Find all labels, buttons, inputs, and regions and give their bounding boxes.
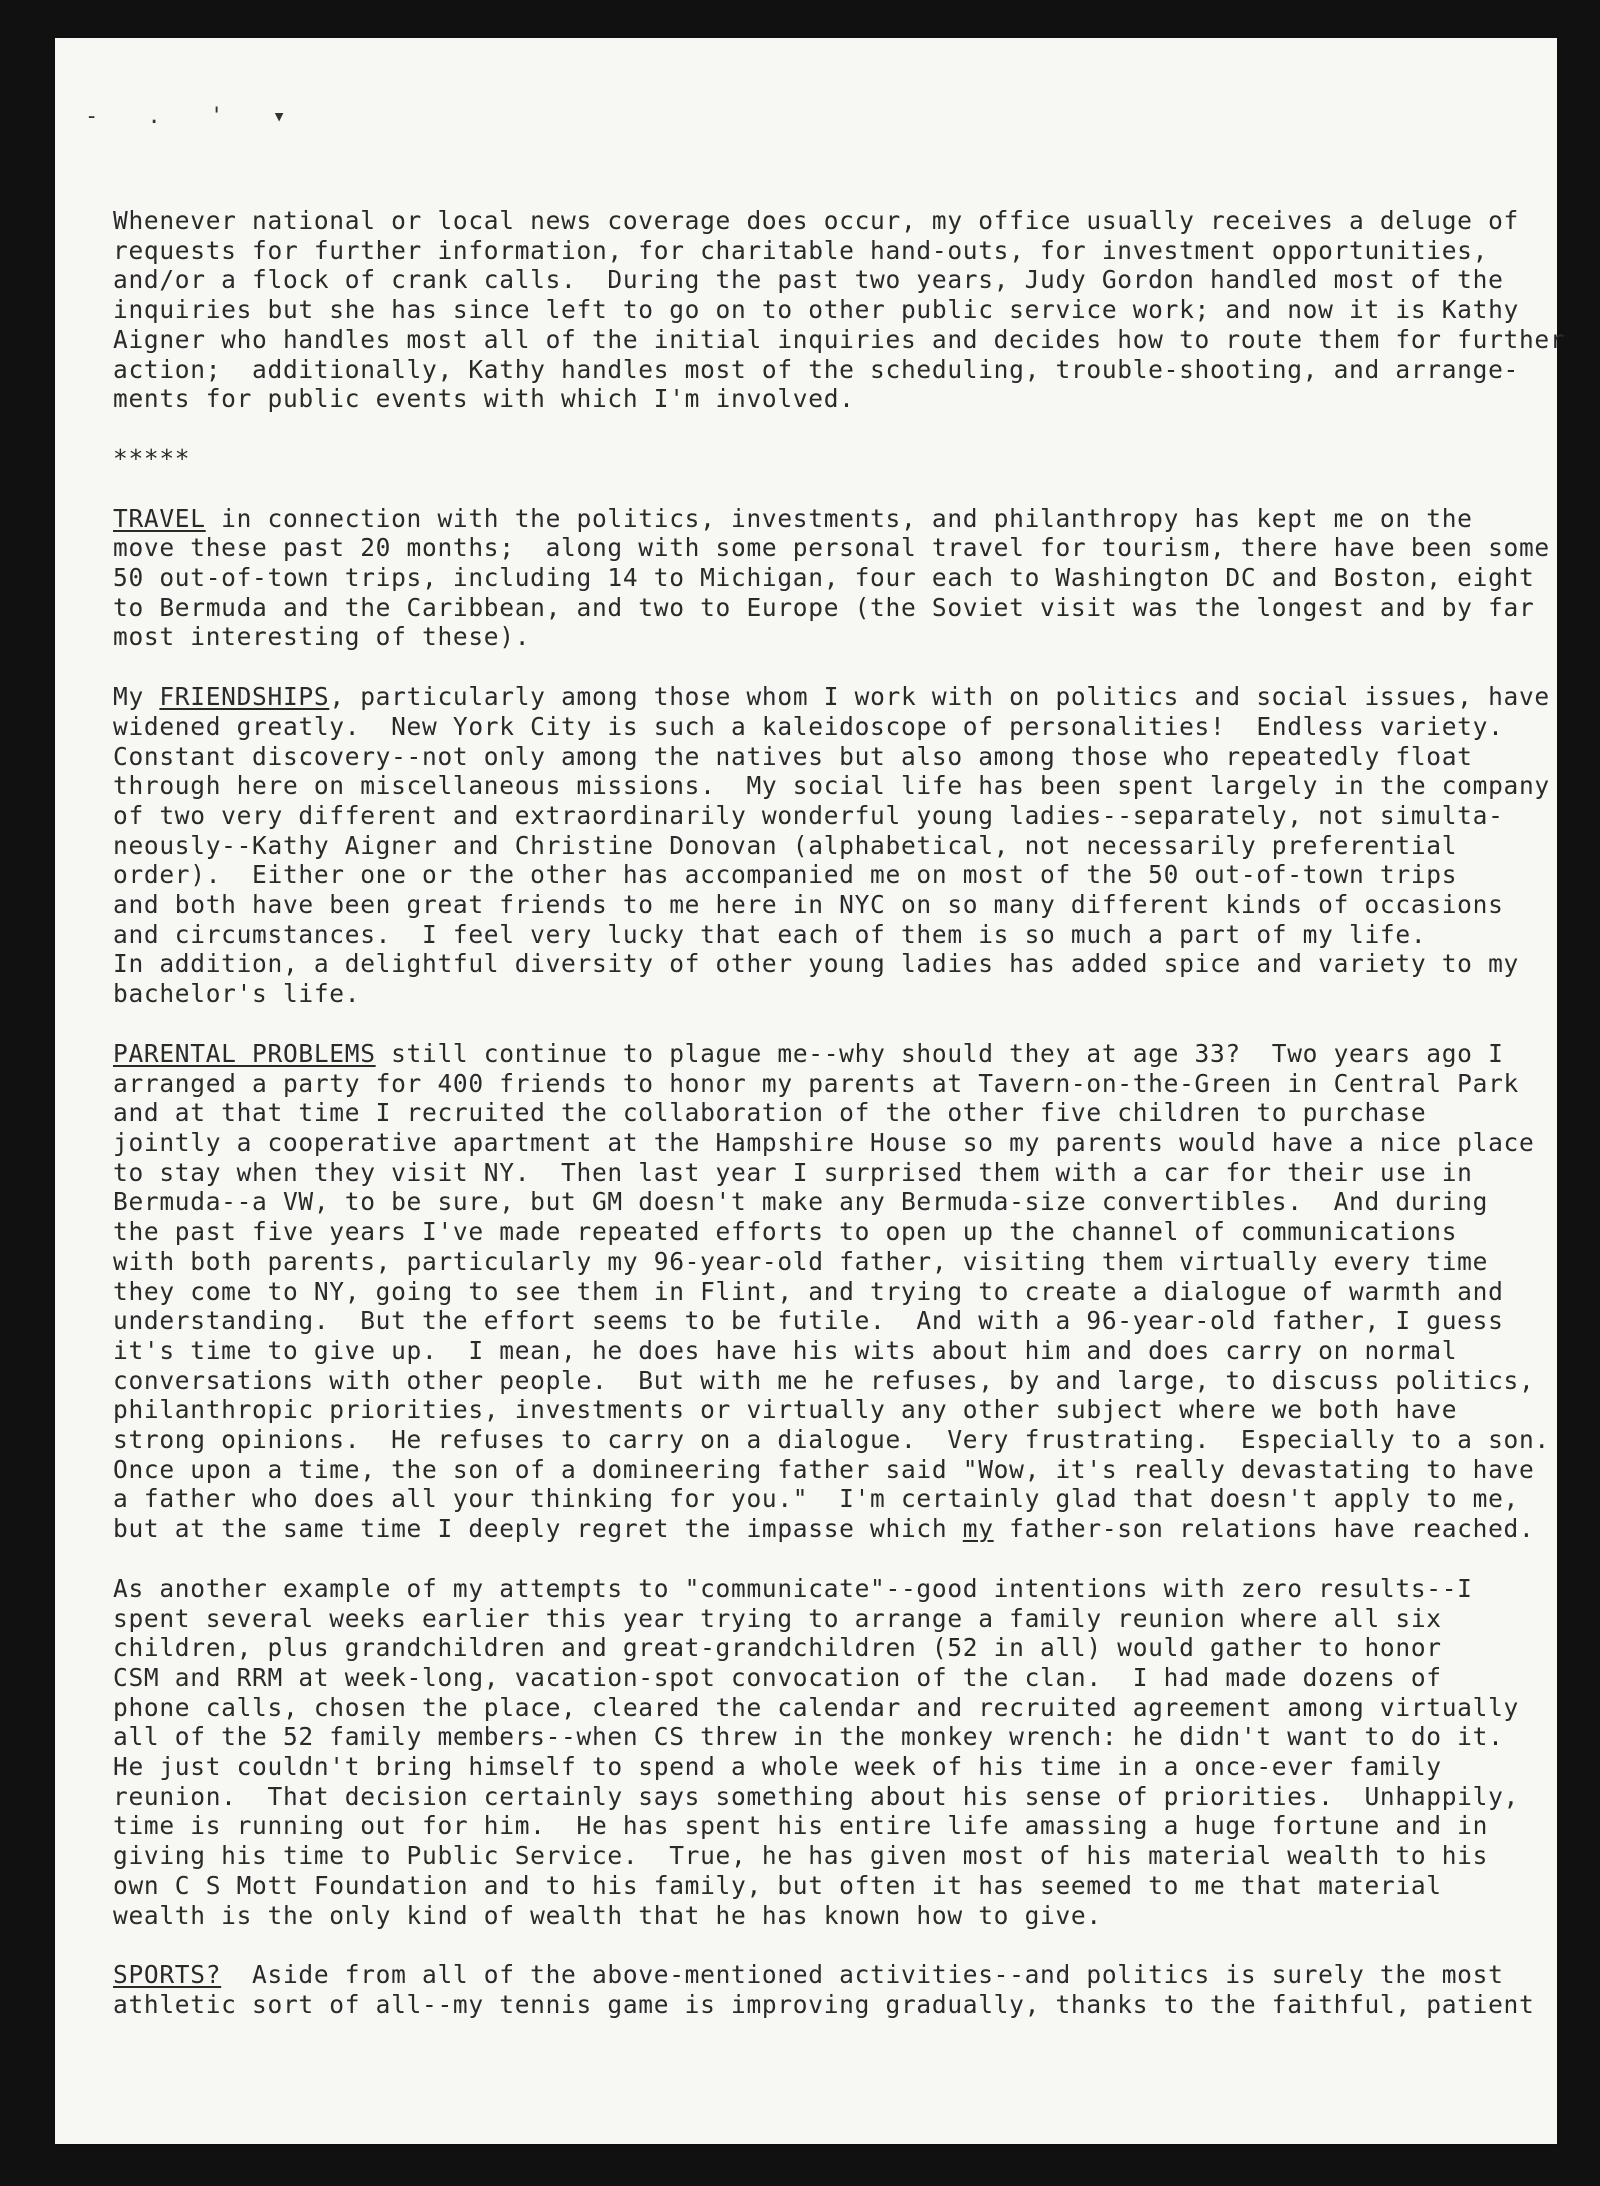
paragraph-sports (113, 1960, 1533, 2019)
text-line: CSM and RRM at week-long, vacation-spot convocation of the clan. I had made dozens of (113, 1662, 1442, 1692)
text-line: As another example of my attempts to "communicate"--good intentions with zero results--I (113, 1573, 1473, 1603)
text-line: of two very different and extraordinarily wonderful young ladies--separately, not simulta- (113, 800, 1504, 830)
text-line: a father who does all your thinking for you." I'm certainly glad that doesn't apply to me, (113, 1484, 1519, 1514)
document-page (55, 38, 1566, 2144)
heading-continuation: in connection with the politics, investments, and philanthropy has kept me on the (205, 503, 1473, 533)
text-line: arranged a party for 400 friends to honor my parents at Tavern-on-the-Green in Central Park (113, 1068, 1519, 1098)
text-line: it's time to give up. I mean, he does have his wits about him and does carry on normal (113, 1335, 1458, 1365)
text-line: Bermuda--a VW, to be sure, but GM doesn't make any Bermuda-size convertibles. And during (113, 1187, 1489, 1217)
text-line: and both have been great friends to me here in NYC on so many different kinds of occasions (113, 890, 1504, 920)
text-line: Once upon a time, the son of a domineering father said "Wow, it's really devastating to have (113, 1454, 1535, 1484)
text-line (113, 1960, 1533, 1990)
page-marks: - . ' ▾ (85, 104, 304, 129)
text-line: jointly a cooperative apartment at the Hampshire House so my parents would have a nice place (113, 1127, 1535, 1157)
text-line (113, 1514, 1533, 1544)
text-line: and at that time I recruited the collaboration of the other five children to purchase (113, 1098, 1427, 1128)
text-line: conversations with other people. But with me he refuses, by and large, to discuss politics, (113, 1365, 1535, 1395)
text-line: and/or a flock of crank calls. During the past two years, Judy Gordon handled most of the (113, 265, 1504, 295)
paragraph-friendships (113, 682, 1550, 1009)
text-line: with both parents, particularly my 96-year-old father, visiting them virtually every time (113, 1246, 1489, 1276)
text-line: giving his time to Public Service. True, he has given most of his material wealth to his (113, 1841, 1489, 1871)
text-line: reunion. That decision certainly says something about his sense of priorities. Unhappily, (113, 1781, 1519, 1811)
text-line: phone calls, chosen the place, cleared the calendar and recruited agreement among virtually (113, 1692, 1519, 1722)
text-line: through here on miscellaneous missions. My social life has been spent largely in the company (113, 771, 1550, 801)
text-line: Whenever national or local news coverage does occur, my office usually receives a deluge of (113, 206, 1519, 235)
section-heading-sports: SPORTS? (113, 1960, 222, 1990)
text-line: 50 out-of-town trips, including 14 to Michigan, four each to Washington DC and Boston, eight (113, 563, 1535, 593)
text-line: neously--Kathy Aigner and Christine Donovan (alphabetical, not necessarily preferential (113, 830, 1458, 860)
text-line: they come to NY, going to see them in Flint, and trying to create a dialogue of warmth and (113, 1276, 1504, 1306)
heading-continuation: Aside from all of the above-mentioned activities--and politics is surely the most (221, 1960, 1504, 1990)
text-line (113, 504, 1533, 534)
section-heading-friendships: FRIENDSHIPS (159, 682, 330, 712)
text-line: move these past 20 months; along with some personal travel for tourism, there have been some (113, 533, 1550, 563)
text-line: bachelor's life. (113, 979, 361, 1009)
text-line: time is running out for him. He has spent his entire life amassing a huge fortune and in (113, 1811, 1489, 1841)
section-heading-travel: TRAVEL (113, 503, 206, 533)
section-heading-parental-problems: PARENTAL PROBLEMS (113, 1038, 376, 1068)
text-line: to stay when they visit NY. Then last year I surprised them with a car for their use in (113, 1157, 1473, 1187)
text-fragment: but at the same time I deeply regret the impasse which (113, 1514, 963, 1544)
text-line: understanding. But the effort seems to be futile. And with a 96-year-old father, I guess (113, 1306, 1504, 1336)
text-line: children, plus grandchildren and great-grandchildren (52 in all) would gather to honor (113, 1633, 1442, 1663)
section-separator: ***** (113, 443, 191, 473)
text-line: the past five years I've made repeated efforts to open up the channel of communications (113, 1217, 1458, 1247)
text-line: requests for further information, for charitable hand-outs, for investment opportunities, (113, 235, 1489, 265)
heading-continuation: still continue to plague me--why should they at age 33? Two years ago I (375, 1038, 1504, 1068)
text-line (113, 682, 1550, 712)
text-line: wealth is the only kind of wealth that he has known how to give. (113, 1900, 1102, 1930)
text-line: and circumstances. I feel very lucky that each of them is so much a part of my life. (113, 919, 1427, 949)
text-line: ments for public events with which I'm involved. (113, 384, 855, 414)
underlined-word-my: my (962, 1514, 994, 1544)
document-body (113, 206, 1566, 2050)
text-line: widened greatly. New York City is such a kaleidoscope of personalities! Endless variety. (113, 711, 1504, 741)
text-line: order). Either one or the other has accompanied me on most of the 50 out-of-town trips (113, 860, 1458, 890)
text-line: to Bermuda and the Caribbean, and two to Europe (the Soviet visit was the longest and by far (113, 592, 1535, 622)
paragraph-parental-problems (113, 1038, 1550, 1544)
text-line: In addition, a delightful diversity of other young ladies has added spice and variety to my (113, 949, 1519, 979)
paragraph-travel (113, 503, 1550, 653)
heading-continuation: , particularly among those whom I work with on politics and social issues, have (329, 682, 1550, 712)
text-line: all of the 52 family members--when CS threw in the monkey wrench: he didn't want to do it. (113, 1722, 1504, 1752)
text-line: philanthropic priorities, investments or virtually any other subject where we both have (113, 1395, 1458, 1425)
text-line: Aigner who handles most all of the initial inquiries and decides how to route them for further (113, 324, 1566, 354)
text-line: athletic sort of all--my tennis game is improving gradually, thanks to the faithful, patient (113, 1989, 1535, 2019)
paragraph-news-coverage (113, 206, 1566, 414)
text-line: strong opinions. He refuses to carry on a dialogue. Very frustrating. Especially to a son. (113, 1425, 1550, 1455)
text-line: own C S Mott Foundation and to his family, but often it has seemed to me that material (113, 1870, 1442, 1900)
text-line: Constant discovery--not only among the natives but also among those who repeatedly float (113, 741, 1473, 771)
paragraph-family-reunion (113, 1574, 1533, 1930)
text-line: most interesting of these). (113, 622, 531, 652)
text-line (113, 1039, 1533, 1069)
text-line: action; additionally, Kathy handles most of the scheduling, trouble-shooting, and arrange- (113, 354, 1519, 384)
text-fragment: father-son relations have reached. (993, 1514, 1535, 1544)
text-line: spent several weeks earlier this year trying to arrange a family reunion where all six (113, 1603, 1442, 1633)
lead-text: My (113, 682, 160, 712)
text-line: He just couldn't bring himself to spend a whole week of his time in a once-ever family (113, 1752, 1442, 1782)
text-line: inquiries but she has since left to go on to other public service work; and now it is Kathy (113, 295, 1519, 325)
